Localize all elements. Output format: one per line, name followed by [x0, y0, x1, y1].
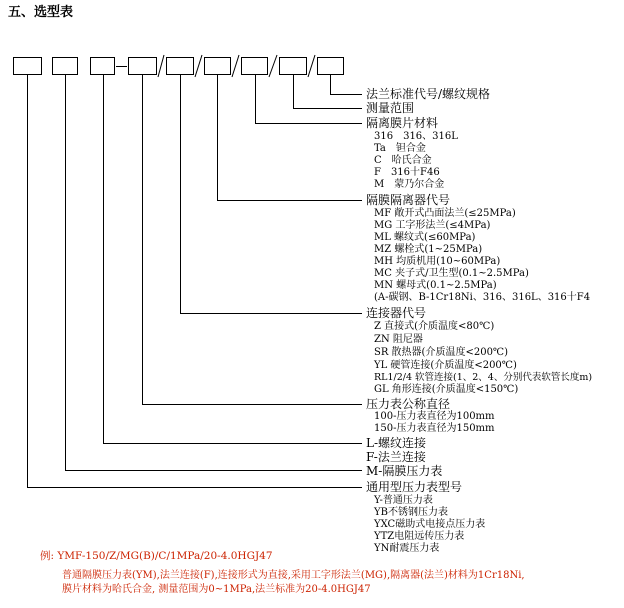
diaphragm-item: MN 螺母式(0.1~2.5MPa) — [374, 280, 497, 291]
diaphragm-item: MF 敞开式凸面法兰(≤25MPa) — [374, 208, 516, 219]
example-code: 例: YMF-150/Z/MG(B)/C/1MPa/20-4.0HGJ47 — [40, 550, 273, 562]
code-box-4 — [129, 58, 157, 75]
code-box-9 — [318, 58, 344, 75]
material-item: 316 316、316L — [374, 131, 458, 142]
general-item: Y-普通压力表 — [374, 495, 433, 506]
label-connector-code: 连接器代号 — [366, 306, 427, 320]
code-box-6 — [205, 58, 231, 75]
general-item: YXC磁助式电接点压力表 — [374, 519, 486, 530]
code-box-3 — [91, 58, 115, 75]
leader-m-gauge — [66, 75, 363, 471]
label-diaphragm-code: 隔膜隔离器代号 — [366, 193, 451, 207]
label-thread-connection: L-螺纹连接 — [366, 436, 427, 450]
leader-connector — [181, 75, 363, 314]
label-diaphragm-material: 隔离膜片材料 — [366, 116, 439, 130]
connector-item: GL 角形连接(介质温度<150℃) — [374, 384, 519, 395]
label-flange-standard: 法兰标准代号/螺纹规格 — [366, 87, 491, 101]
diaphragm-item: ML 螺纹式(≤60MPa) — [374, 232, 476, 243]
connector-item: YL 硬管连接(介质温度<200℃) — [374, 360, 517, 371]
page-title: 五、选型表 — [8, 5, 74, 20]
label-diaphragm-gauge: M-隔膜压力表 — [366, 464, 443, 478]
connector-item: SR 散热器(介质温度<200℃) — [374, 347, 509, 358]
code-box-7 — [242, 58, 268, 75]
leader-material — [256, 75, 363, 124]
code-box-5 — [167, 58, 194, 75]
code-box-8 — [280, 58, 307, 75]
label-gauge-diameter: 压力表公称直径 — [366, 397, 451, 411]
leader-general — [28, 75, 363, 488]
label-general-model: 通用型压力表型号 — [366, 480, 463, 494]
leader-range — [294, 75, 363, 109]
leader-diaphragm — [218, 75, 363, 201]
gauge-dia-item: 150-压力表直径为150mm — [374, 423, 495, 434]
example-description-2: 膜片材料为哈氏合金, 测量范围为0~1MPa,法兰标准为20-4.0HGJ47 — [62, 584, 371, 595]
diaphragm-item: MC 夹子式/卫生型(0.1~2.5MPa) — [374, 268, 529, 279]
material-item: C 哈氏合金 — [374, 155, 432, 166]
diaphragm-item: MG 工字形法兰(≤4MPa) — [374, 220, 491, 231]
leader-gauge-dia — [143, 75, 363, 405]
diaphragm-item: MZ 螺栓式(1~25MPa) — [374, 244, 483, 255]
material-item: M 蒙乃尔合金 — [374, 179, 445, 190]
connector-item: Z 直接式(介质温度<80℃) — [374, 321, 495, 332]
label-flange-connection: F-法兰连接 — [366, 450, 426, 464]
gauge-dia-item: 100-压力表直径为100mm — [374, 411, 495, 422]
leader-flange — [331, 75, 363, 95]
general-item: YB不锈钢压力表 — [374, 507, 448, 518]
diaphragm-item: (A-碳钢、B-1Cr18Ni、316、316L、316十F4 — [374, 292, 591, 303]
code-box-1 — [14, 58, 42, 75]
label-measuring-range: 测量范围 — [366, 101, 415, 115]
general-item: YTZ电阻远传压力表 — [374, 531, 465, 542]
connector-item: ZN 阻尼器 — [374, 334, 423, 345]
diaphragm-item: MH 均质机用(10~60MPa) — [374, 256, 501, 267]
connector-item: RL1/2/4 软管连接(1、2、4、分别代表软管长度m) — [374, 372, 593, 383]
general-item: YN耐震压力表 — [374, 543, 440, 554]
example-description-1: 普通隔膜压力表(YM),法兰连接(F),连接形式为直接,采用工字形法兰(MG),隔离器(法兰)材料为1Cr18Ni, — [62, 570, 525, 581]
material-item: F 316十F46 — [374, 167, 440, 178]
material-item: Ta 钽合金 — [374, 143, 426, 154]
code-box-2 — [53, 58, 78, 75]
